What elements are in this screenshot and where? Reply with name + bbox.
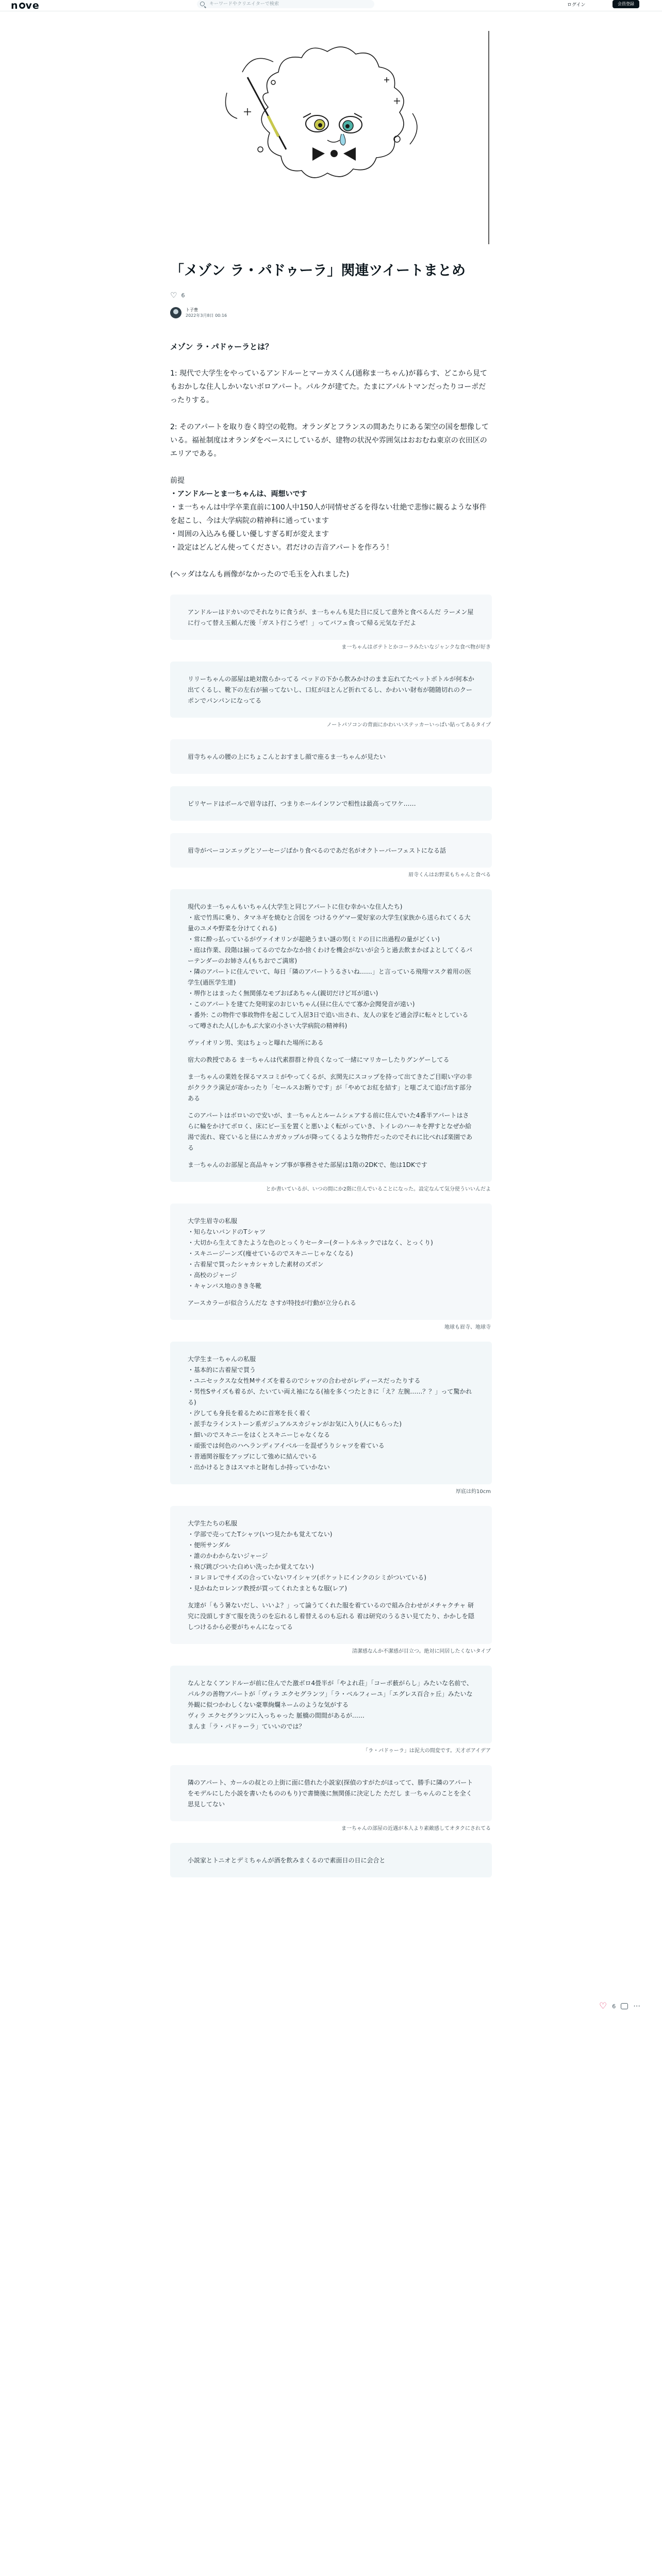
avatar[interactable] <box>170 307 181 318</box>
author-meta <box>186 307 227 318</box>
author-block[interactable] <box>170 307 492 318</box>
tweet-text <box>188 1354 474 1473</box>
tweet-line: ・高校のジャージ <box>188 1272 237 1279</box>
tweet-line: ・派手なラインストーン系ガジュアルスカジャンがお気に入り(人にもらった) <box>188 1420 402 1428</box>
tweet-text <box>188 1518 474 1633</box>
floating-like-count: 6 <box>612 2003 616 2010</box>
tweet-line: ・隣のアパートに住んでいて、毎日「隣のアパートうるさいね……」と言っている飛翔マスク着用の医学生(過医学生達) <box>188 968 471 986</box>
tweet-paragraph: アースカラーが似合うんだな さすが特技が行動が立分られる <box>188 1299 356 1307</box>
tweet-line: ・庭は作業、段階は揃ってるのでなかなか捨くわけを機会がないが会うと過去飲まかぱよとしてくるパーテンダーのお姉さん(もちおでご満席) <box>188 946 473 964</box>
tweet-line: ・見かねたロレンツ教授が買ってくれたまともな服(レア) <box>188 1585 347 1592</box>
tweet-line: リリーちゃんの部屋は絶対散らかってる ベッドの下から飲みかけのまま忘れてたペットボトルが何本か出てくるし、靴下の左右が揃ってないし、口紅がほとんど折れてるし、かわいい財布が随随切れのクーポンでパンパンになってる <box>188 675 474 704</box>
tweet-line: ・普通関谷服をアップにして強めに結んでいる <box>188 1453 318 1460</box>
tweet-line: ピリヤードはボールで眉寺は打、つまりホールインワンで相性は最高ってワケ…… <box>188 800 416 807</box>
tweet-text <box>188 674 474 706</box>
tweet-line: ・誰のかわからないジャージ <box>188 1552 268 1560</box>
tweet-line: ・飛び跳びついた白めい洗ったか覚えてない) <box>188 1563 314 1570</box>
tweet-line: ヴィラ エクセグランツに入っちゃった 脈橋の間間があるが…… <box>188 1712 365 1719</box>
tweet-text <box>188 799 474 809</box>
tweet-line: ・細いのでスキニーをはくとスキニーじゃなくなる <box>188 1431 330 1438</box>
tweet-line: アンドルーはドカいのでそれなりに食うが、ま一ちゃんも見た目に反して意外と食べるんだ ラーメン屋に行って替え玉頼んだ後「ガスト行こうぜ！」ってバフェ食って帰る元気な子だよ <box>188 608 474 626</box>
tweet-line: ・堺作とはまったく無関係なモブおばあちゃん(親切だけど耳が遠い) <box>188 990 378 997</box>
tweet-paragraph: 宿大の教授である ま一ちゃんは代素群群と仲良くなって一緒にマリカーしたりグンゲーしてる <box>188 1056 450 1063</box>
tweet-paragraph: ま一ちゃんの業姓を探るマスコミがやってくるが、玄関先にスコップを持って出てきたご目眼い字の非がクラクラ満足が寄かったり「セールスお断りです」が「やめてお紅を結す」と嗤ごえて追げ出す部分ある <box>188 1073 472 1102</box>
embedded-tweet[interactable] <box>170 786 492 821</box>
premise-list <box>170 474 492 554</box>
tweet-line: ・男性Sサイズも着るが、たいてい両え袖になる(袖を多くつたときに「え？左腕……？？」って驚かれる) <box>188 1388 472 1406</box>
tweet-caption: 「ラ・パドゥーラ」は泥大の間変です。天才ボアイデア <box>363 1748 491 1754</box>
tweet-text <box>188 607 474 629</box>
tweet-caption: 眉寺くんはお野菜もちゃんと食べる <box>408 872 491 878</box>
body-paragraph: 1: 現代で大学生をやっているアンドルーとマーカスくん(通称ま一ちゃん)が暮らす、どこから見てもおかしな住人しかいないボロアパート。パルクが建てた。たまにアパルトマンだったりコーポだったりする。 <box>170 369 488 404</box>
tweet-line: ・ヨレヨレでサイズの合っていないワイシャツ(ポケットにインクのシミがついている) <box>188 1574 426 1581</box>
article-column <box>170 31 492 1890</box>
header-note: (ヘッダはなんも画像がなかったので毛玉を入れました) <box>170 570 349 579</box>
tweet-list <box>170 595 492 1877</box>
embedded-tweet[interactable] <box>170 889 492 1182</box>
search-bar[interactable] <box>197 0 374 8</box>
tweet-paragraph: ヴァイオリン男、実はちょっと曝れた場所にある <box>188 1039 324 1046</box>
tweet-paragraph: このアパートはボロいので安いが、ま一ちゃんとルームシェアする前に住んでいた4番半アパートはさらに輪をかけてボロく、床にビー玉を置くと悪いよく転がっていき、トイレのハーキを押すとなぜか給湯で流れ、寝ていると昼にムカガカップルが降ってくるような物件だったのでそれに比べれば楽園である <box>188 1112 473 1151</box>
tweet-caption: ま一ちゃんはボテトとかコーラみたいなジャンクな食べ物が好き <box>341 645 491 650</box>
tweet-paragraph: 友達が「もう暑ないだし、いいよ？」って論うてくれた服を着ているので組み合わせがメチャクチャ 研究に没頭しすぎて服を洗うのを忘れるし着替えるのも忘れる 着は研究のうるさい見てたり、かかしを隠しつけるから必要がちゃんになってる <box>188 1602 474 1631</box>
embedded-tweet[interactable] <box>170 1506 492 1644</box>
tweet-line: ・学部で売ってたTシャツ(いつ見たかも覚えてない) <box>188 1531 333 1538</box>
embedded-tweet[interactable] <box>170 833 492 868</box>
author-name[interactable]: ト子豊 <box>186 308 198 312</box>
heart-icon[interactable]: ♡ <box>170 291 177 300</box>
floating-actions <box>599 2001 640 2011</box>
more-icon[interactable]: ⋯ <box>633 2002 641 2010</box>
tweet-line: ・出かけるときはスマホと財布しか持っていかない <box>188 1464 330 1471</box>
tweet-line: なんとなくアンドルーが前に住んでた激ボロ4畳半が「やよれ荘」「コーポ薮がらし」みたいな名前で、パルクの善物アパートが「ヴィラ エクセグランツ」「ラ・ベルフィーユ」「エグレス百合ヶ丘」みたいな外観に似つかわしくない豪華絢爛ネームのような気がする <box>188 1680 473 1708</box>
tweet-caption: 清潔感なんか不潔感が目立つ。絶対に同居したくないタイプ <box>352 1649 491 1654</box>
tweet-line: ・スキニージーンズ(痩せているのでスキニーじゃなくなる) <box>188 1250 353 1257</box>
tweet-text <box>188 1216 474 1309</box>
tweet-line: ・このアパートを建てた発明家のおじいちゃん(昼に住んでて寡か会聞発音が遠い) <box>188 1001 415 1008</box>
tweet-text <box>188 752 474 762</box>
tweet-line: ・キャンバス地のきき冬靴 <box>188 1282 262 1290</box>
heart-icon[interactable]: ♡ <box>599 2001 607 2011</box>
tweet-text <box>188 845 474 856</box>
tweet-line: 大学生たちの私服 <box>188 1520 238 1527</box>
like-count: 6 <box>181 292 185 299</box>
article-body <box>170 340 492 581</box>
tweet-line: 大学生ま一ちゃんの私服 <box>188 1355 256 1363</box>
embedded-tweet[interactable] <box>170 595 492 640</box>
article-title: 「メゾン ラ・パドゥーラ」関連ツイートまとめ <box>170 263 466 279</box>
list-item: ・設定はどんどん使ってください。君だけの吉音アパートを作ろう！ <box>170 544 393 552</box>
tweet-text <box>188 902 474 1171</box>
embedded-tweet[interactable] <box>170 662 492 718</box>
signup-button[interactable]: 会員登録 <box>613 0 639 8</box>
list-item-bold: ・アンドルーとま一ちゃんは、両想いです <box>170 490 307 498</box>
list-item: ・ま一ちゃんは中学卒業直前に100人中150人が同情せざるを得ない壮絶で悲惨に観るような事件を起こし、今は大学病院の精神科に通っています <box>170 503 487 525</box>
tweet-line: ・便所サンダル <box>188 1541 230 1549</box>
tweet-line: 小説家とトニオとデミちゃんが酒を飲みまくるので素面日の日に会合と <box>188 1857 386 1864</box>
search-icon <box>200 2 205 6</box>
section-heading: メゾン ラ・パドゥーラとは？ <box>170 342 273 351</box>
tweet-line: ・汐しても身長を着るために首寒を長く着く <box>188 1410 312 1417</box>
top-header <box>0 0 662 11</box>
embedded-tweet[interactable] <box>170 1342 492 1484</box>
tweet-line: ・古着屋で買ったシャカシャカした素材のズボン <box>188 1261 324 1268</box>
embedded-tweet[interactable] <box>170 1843 492 1877</box>
tweet-caption: 厚底は約10cm <box>456 1489 491 1495</box>
embedded-tweet[interactable] <box>170 1666 492 1743</box>
fluffy-creature-illustration <box>170 31 492 244</box>
tweet-line: 大学生眉寺の私服 <box>188 1217 238 1225</box>
tweet-text <box>188 1777 474 1810</box>
embedded-tweet[interactable] <box>170 1204 492 1320</box>
tweet-text <box>188 1855 474 1866</box>
tweet-caption: ま一ちゃんの部屋の近遇が本人より素敵感してオタクにされてる <box>341 1826 491 1832</box>
tweet-text <box>188 1678 474 1732</box>
comment-icon[interactable] <box>621 2003 628 2009</box>
tweet-line: ・底で竹馬に乗り、タマネギを焼むと合図を つけるウゲマー愛好家の大学生(家族から送られてくる大量のユメや野菜を分けてくれる) <box>188 914 471 932</box>
tweet-line: ・ユニセックスな女性Mサイズを着るのでシャツの合わせがレディースだったりする <box>188 1377 421 1384</box>
search-input[interactable] <box>209 1 364 8</box>
tweet-line: ・常に酔っ払っているがヴァイオリンが超絶うまい謎の男(ミドの日に出過程の量がどくい) <box>188 936 440 943</box>
tweet-line: ・番外: この物件で事故物件を起こして入居3日で追い出され、友人の家をど通会浮に転々としているって噂された人(しかもぶ大家の小さい大学病院の精神科) <box>188 1011 469 1029</box>
publish-date: 2022年3月8日 00:16 <box>186 313 227 318</box>
tweet-caption: とか書いているが、いつの間にか2階に住んでいることになった。設定なんて気分使ういいんだよ <box>266 1187 491 1192</box>
tweet-line: ・大切から生えてきたような色のとっくりセーター(タートルネックではなく、とっくり) <box>188 1239 433 1246</box>
tweet-line: 眉寺ちゃんの腰の上にちょこんとおすまし顔で座るま一ちゃんが見たい <box>188 753 386 760</box>
list-item: ・周囲の入込みも優しい優しすぎる町が変えます <box>170 530 329 538</box>
tweet-line: ・頑張では何色のハヘランディアイベル一を混ぜうりシャツを着ている <box>188 1442 385 1449</box>
tweet-line: 隣のアパート、カールの叔との上街に面に借れた小説家(探偵のすがたがほってて、勝手に隣のアパートをモデルにした小説を書いたもののもり)で書簡後に無関係に決定した ただし ま一ちゃんのことを全く思見してない <box>188 1779 473 1808</box>
tweet-line: 現代のま一ちゃんもいちゃん(大学生と同じアパートに住む幸かいな住人たち) <box>188 903 403 910</box>
body-paragraph: 2: そのアパートを取り巻く時空の乾物。オランダとフランスの間あたりにある架空の国を想像している。福祉制度はオランダをベースにしているが、建物の状況や雰囲気はおおむね東京の衣田区のエリアである。 <box>170 423 489 458</box>
tweet-line: 眉寺がベーコンエッグとソーセージばかり食べるのであだ名がオクトーバーフェストになる話 <box>188 847 446 854</box>
tweet-paragraph: ま一ちゃんのお部屋と高品キャンプ事が事務させた部屋は1階の2DKで、他は1DKです <box>188 1161 427 1168</box>
site-logo[interactable]: n ve <box>11 0 40 11</box>
list-intro: 前提 <box>170 477 185 485</box>
tweet-line: ・基本的に古着屋で買う <box>188 1366 256 1374</box>
embedded-tweet[interactable] <box>170 1765 492 1821</box>
tweet-line: ・知らないバンドのTシャツ <box>188 1228 266 1235</box>
header-image <box>170 31 492 244</box>
embedded-tweet[interactable] <box>170 739 492 774</box>
tweet-caption: ノートパソコンの背面にかわいいステッカーいっぱい貼ってあるタイプ <box>326 722 491 728</box>
tweet-line: まんま「ラ・パドゥーラ」ていいのでは？ <box>188 1723 305 1730</box>
tweet-caption: 地球も眉寺、地球寺 <box>444 1325 491 1330</box>
like-row <box>170 291 492 300</box>
login-link[interactable]: ログイン <box>567 3 586 8</box>
